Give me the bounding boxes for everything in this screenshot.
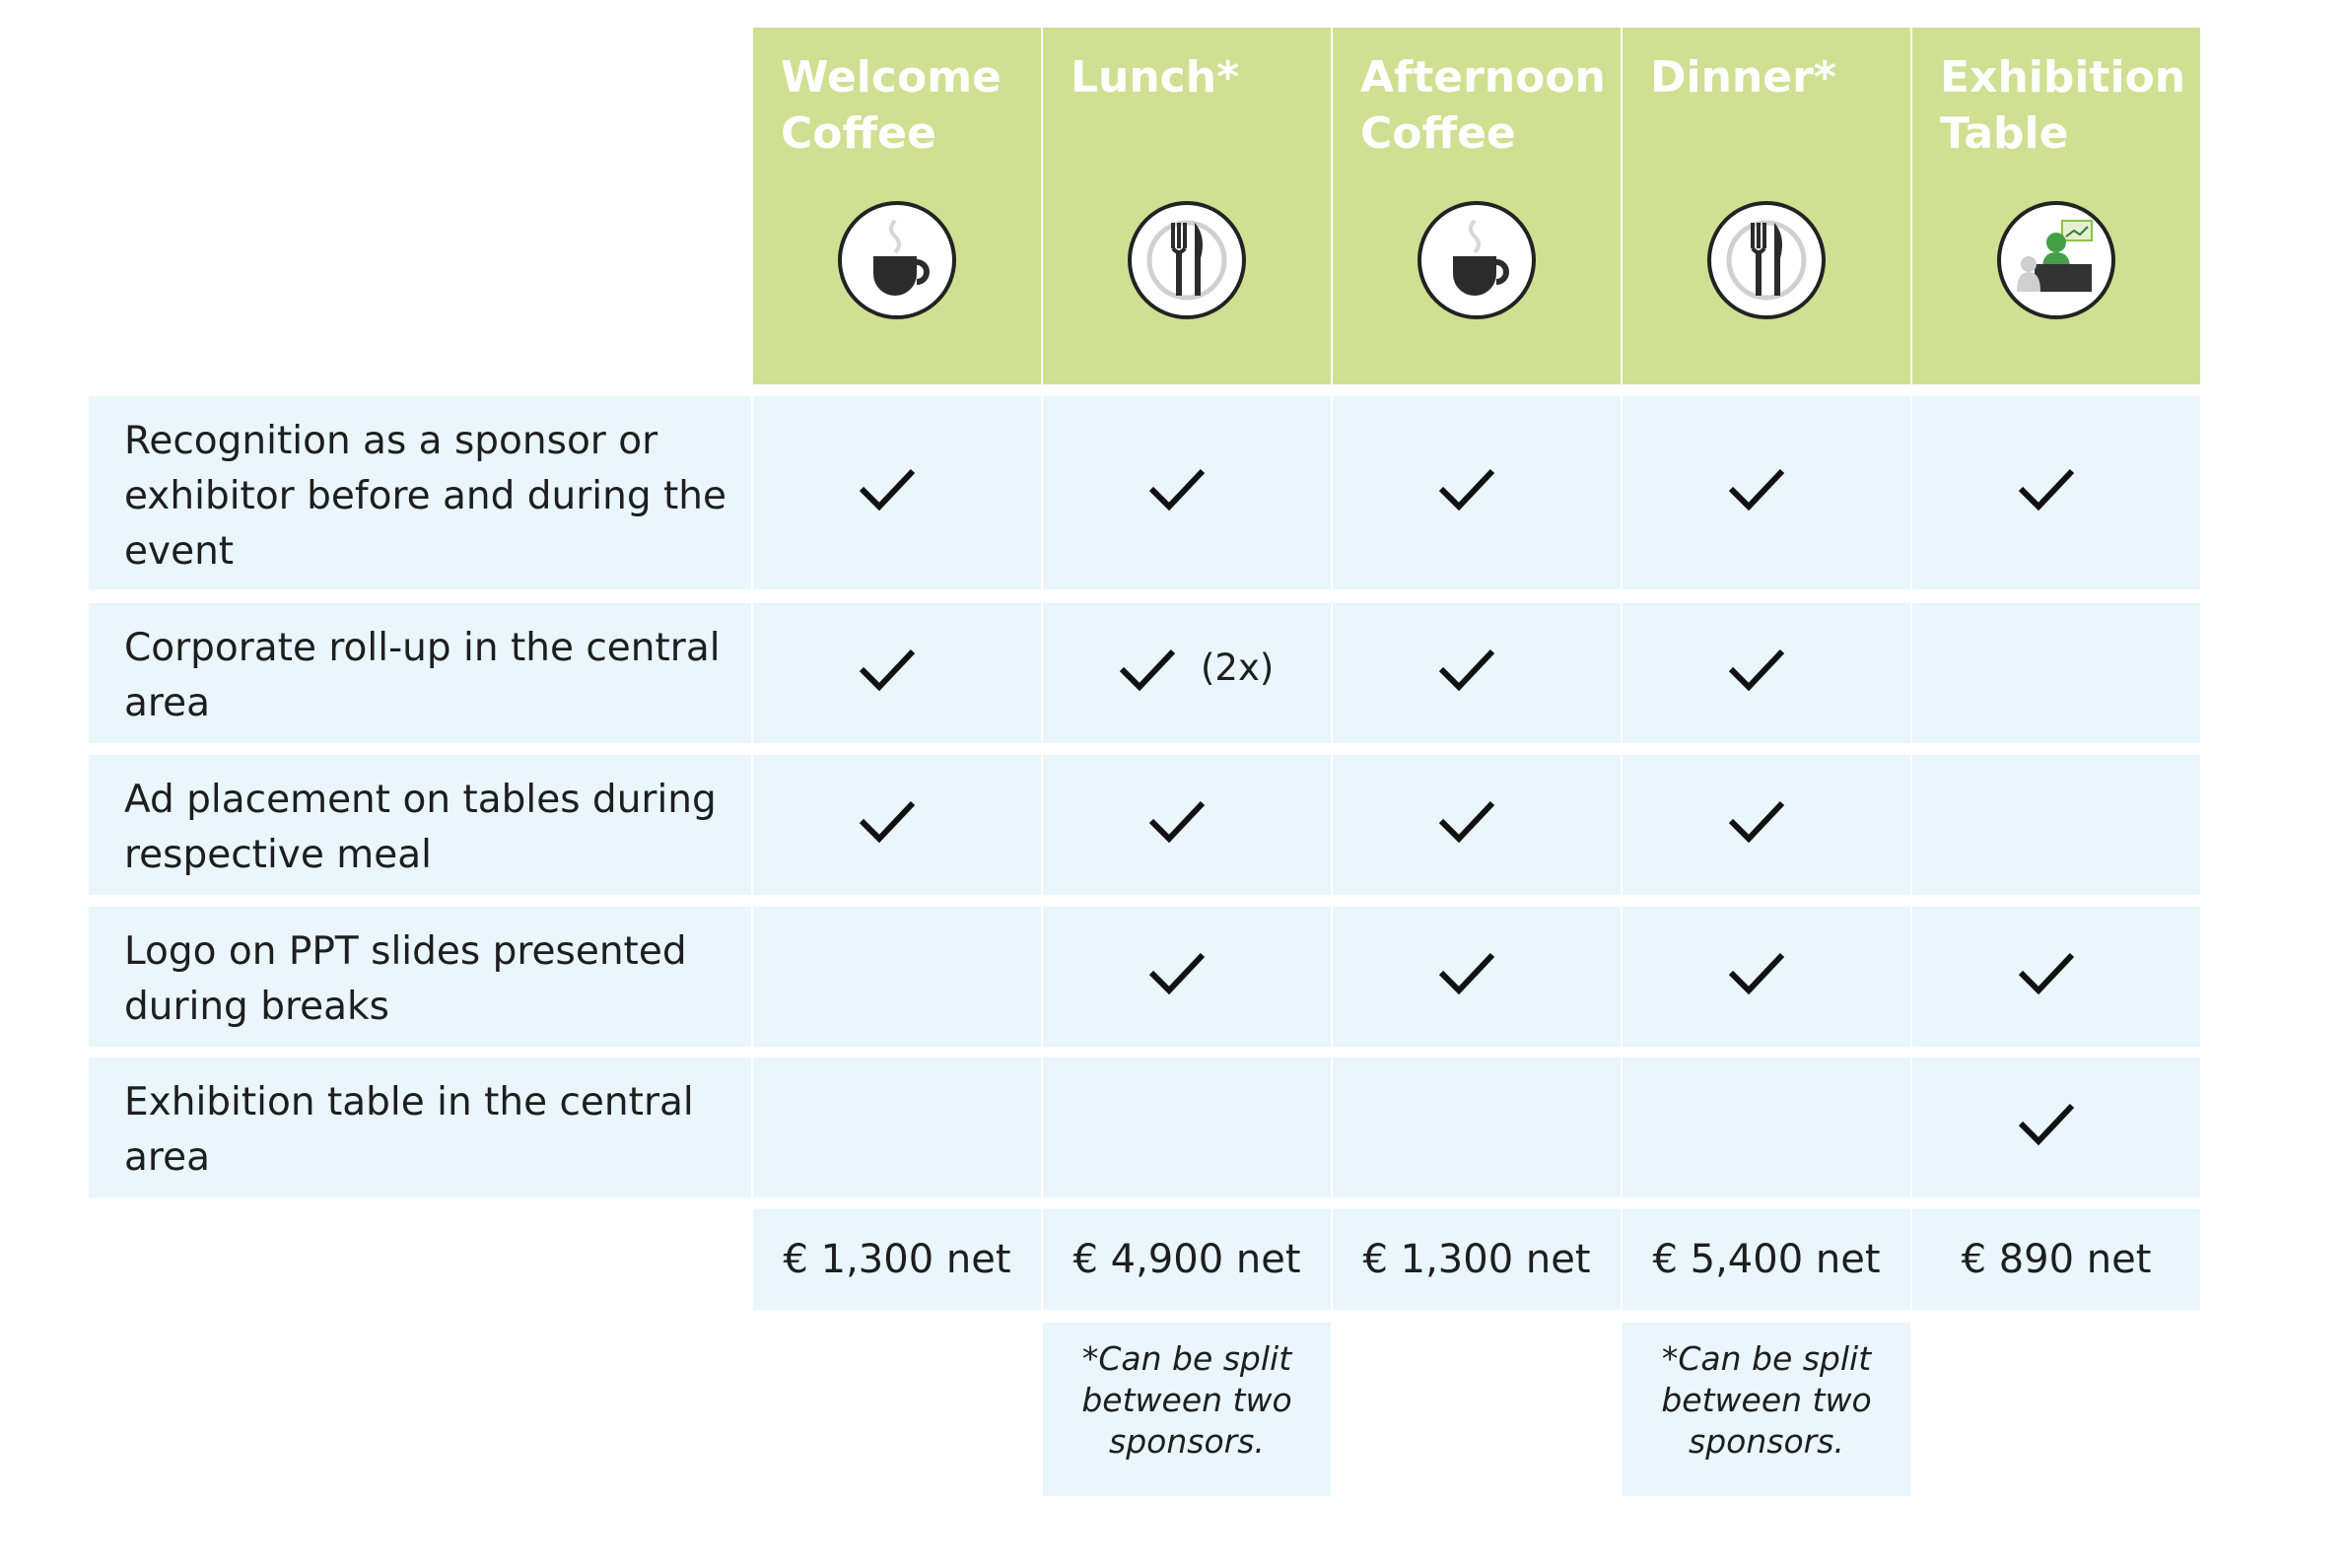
column-title: Dinner* [1650,52,1836,102]
checkmark-icon [1147,465,1207,514]
table-cell [1912,396,2200,589]
table-cell [1912,603,2200,743]
price-cell: € 4,900 net [1043,1209,1331,1310]
exhibition-booth-icon [1995,199,2117,321]
fork-knife-plate-icon [1705,199,1828,321]
table-cell [1333,396,1621,589]
checkmark-icon [1147,949,1207,998]
table-cell [1623,396,1910,589]
price-cell: € 5,400 net [1623,1209,1910,1310]
checkmark-icon [1727,949,1786,998]
column-header-4 [1912,28,2200,384]
checkmark-icon [858,797,917,847]
row-label: Exhibition table in the central area [89,1057,751,1197]
table-cell [1333,755,1621,895]
table-cell [1623,603,1910,743]
column-header-3 [1623,28,1910,384]
table-cell [1043,396,1331,589]
table-cell [753,603,1041,743]
checkmark-icon [1727,646,1786,695]
checkmark-icon [2017,465,2076,514]
table-cell [753,755,1041,895]
price-cell: € 890 net [1912,1209,2200,1310]
checkmark-icon [2017,949,2076,998]
checkmark-icon [1147,797,1207,847]
table-cell [753,1057,1041,1197]
table-cell [753,396,1041,589]
checkmark-icon [1437,465,1496,514]
table-cell [753,907,1041,1047]
table-cell [1333,1057,1621,1197]
quantity-note: (2x) [1201,647,1275,689]
column-title: Afternoon Coffee [1360,52,1606,159]
checkmark-icon [858,646,917,695]
column-title: Exhibition Table [1940,52,2186,159]
checkmark-icon [1727,797,1786,847]
column-header-0 [753,28,1041,384]
checkmark-icon [1118,646,1177,695]
coffee-cup-icon [836,199,958,321]
row-label: Logo on PPT slides presented during breaks [89,907,751,1047]
table-cell [1043,755,1331,895]
checkmark-icon [1437,949,1496,998]
fork-knife-plate-icon [1126,199,1248,321]
row-label: Corporate roll-up in the central area [89,603,751,743]
table-cell [1043,1057,1331,1197]
table-cell [1623,907,1910,1047]
checkmark-icon [2017,1100,2076,1149]
split-note: *Can be split between two sponsors. [1043,1323,1331,1496]
table-cell [1623,1057,1910,1197]
column-title: Welcome Coffee [781,52,1002,159]
row-label: Recognition as a sponsor or exhibitor before and during the event [89,396,751,589]
price-cell: € 1,300 net [1333,1209,1621,1310]
checkmark-icon [1437,797,1496,847]
checkmark-icon [1727,465,1786,514]
table-cell [1623,755,1910,895]
table-cell [1912,907,2200,1047]
coffee-cup-icon [1416,199,1538,321]
row-label: Ad placement on tables during respective meal [89,755,751,895]
table-cell [1912,1057,2200,1197]
split-note: *Can be split between two sponsors. [1623,1323,1910,1496]
checkmark-icon [1437,646,1496,695]
table-cell [1043,603,1331,743]
column-header-1 [1043,28,1331,384]
table-cell [1912,755,2200,895]
table-cell [1333,907,1621,1047]
checkmark-icon [858,465,917,514]
column-title: Lunch* [1071,52,1240,102]
column-header-2 [1333,28,1621,384]
price-cell: € 1,300 net [753,1209,1041,1310]
table-cell [1043,907,1331,1047]
table-cell [1333,603,1621,743]
